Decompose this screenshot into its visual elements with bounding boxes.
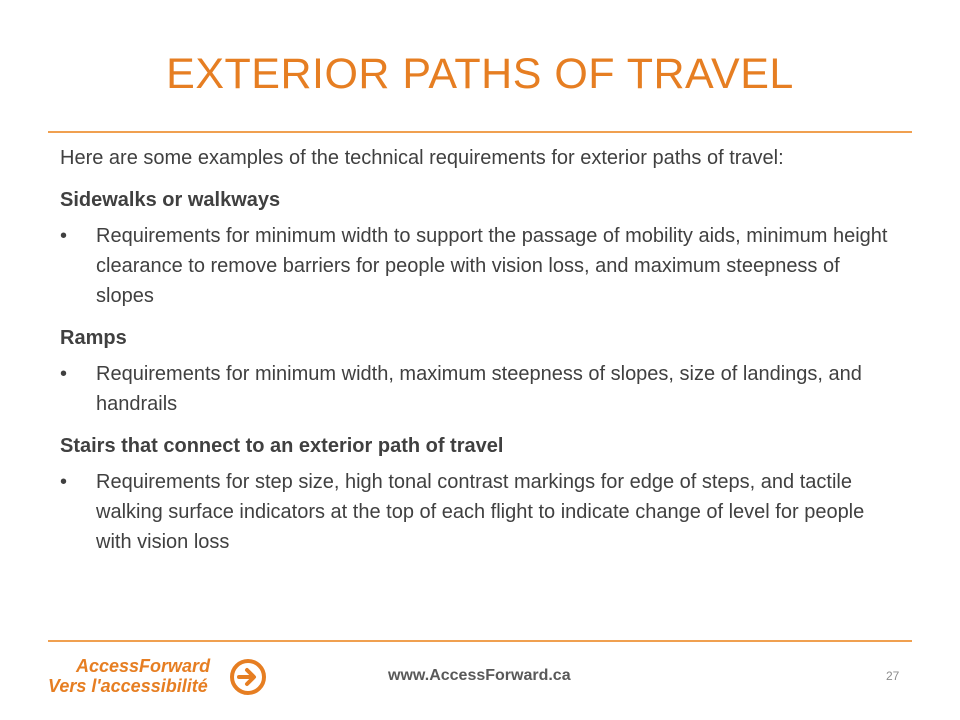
page-number: 27 <box>886 669 900 683</box>
list-item <box>60 467 900 557</box>
section-heading-stairs: Stairs that connect to an exterior path of travel <box>60 435 504 457</box>
logo-line-2: Vers l'accessibilité <box>48 676 208 696</box>
bullet-list-ramps <box>60 359 900 419</box>
slide-title: EXTERIOR PATHS OF TRAVEL <box>166 50 794 98</box>
footer-url-link[interactable]: www.AccessForward.ca <box>388 667 571 684</box>
bullet-text: Requirements for step size, high tonal contrast markings for edge of steps, and tactile walking surface indicators at the top of each flight to indicate change of level for people with vision loss <box>96 471 865 553</box>
section-heading-ramps: Ramps <box>60 327 127 349</box>
bullet-icon: • <box>60 225 68 247</box>
slide-body <box>60 143 900 569</box>
list-item <box>60 221 900 311</box>
bullet-icon: • <box>60 471 68 493</box>
section-heading-sidewalks: Sidewalks or walkways <box>60 189 281 211</box>
list-item <box>60 359 900 419</box>
bullet-text: Requirements for minimum width to support the passage of mobility aids, minimum height clearance to remove barriers for people with vision loss, and maximum steepness of slopes <box>96 225 888 307</box>
bullet-icon: • <box>60 363 68 385</box>
intro-text: Here are some examples of the technical requirements for exterior paths of travel: <box>60 147 784 169</box>
bottom-divider <box>48 640 912 642</box>
arrow-right-circle-icon <box>230 659 266 695</box>
bullet-list-sidewalks <box>60 221 900 311</box>
top-divider <box>48 131 912 133</box>
bullet-text: Requirements for minimum width, maximum steepness of slopes, size of landings, and handrails <box>96 363 862 415</box>
accessforward-logo[interactable] <box>44 655 274 699</box>
bullet-list-stairs <box>60 467 900 557</box>
logo-line-1: AccessForward <box>76 656 211 676</box>
